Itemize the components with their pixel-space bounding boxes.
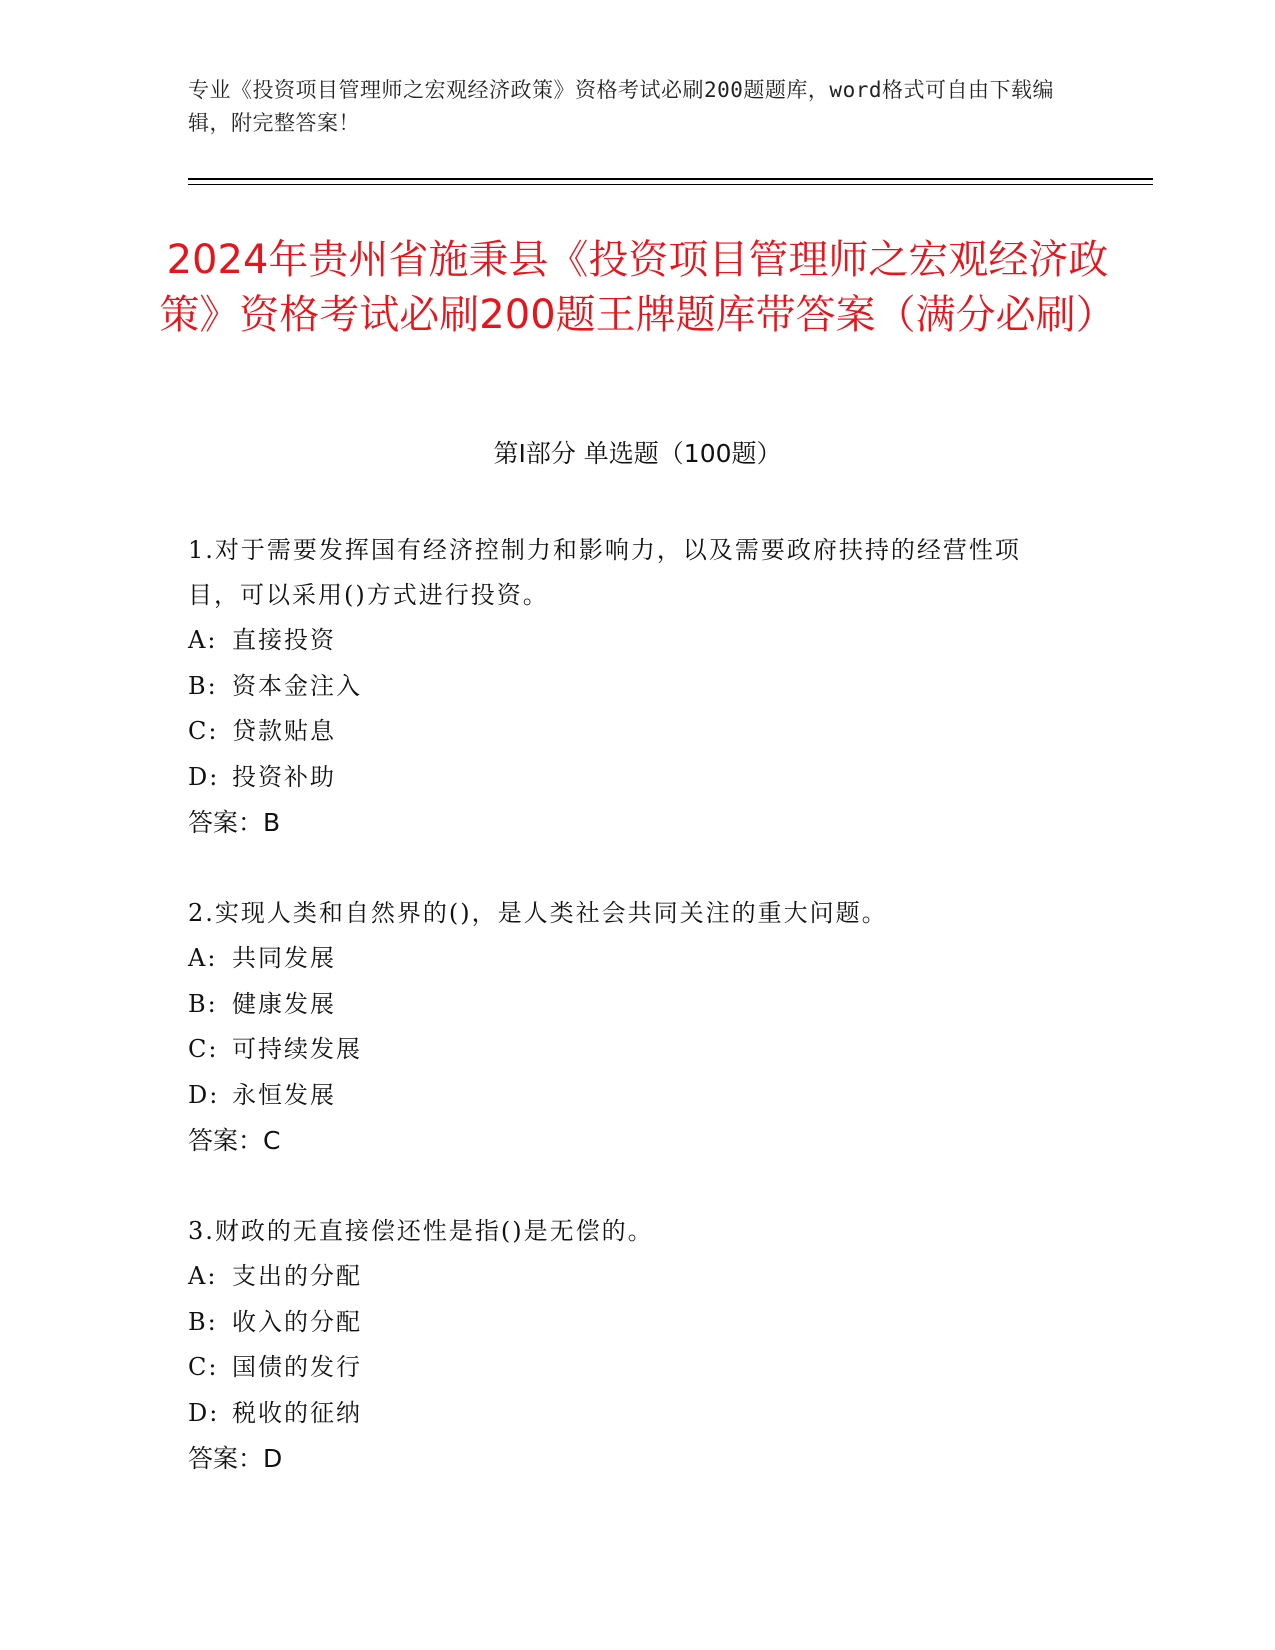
option-d xyxy=(188,1391,1068,1437)
answer-line: 答案：D xyxy=(188,1444,283,1473)
header-divider-thin xyxy=(188,184,1153,185)
option-text: 收入的分配 xyxy=(232,1307,362,1336)
question-stem: 1.对于需要发挥国有经济控制力和影响力，以及需要政府扶持的经营性项目，可以采用()方式进行投资。 xyxy=(188,536,1021,609)
option-letter: C: xyxy=(188,1353,219,1381)
option-text: 共同发展 xyxy=(232,944,336,972)
option-letter: A: xyxy=(188,626,218,654)
option-d xyxy=(188,755,1068,801)
section-heading: 第Ⅰ部分 单选题（100题） xyxy=(493,439,782,468)
option-a xyxy=(188,936,1068,982)
question-spacer xyxy=(188,1163,1068,1209)
option-text: 健康发展 xyxy=(232,989,336,1018)
option-letter: C: xyxy=(188,717,219,745)
option-letter: C: xyxy=(188,1035,219,1063)
option-letter: B: xyxy=(188,671,218,700)
question-2 xyxy=(188,891,1068,1163)
option-letter: D: xyxy=(188,1398,220,1427)
document-title: 2024年贵州省施秉县《投资项目管理师之宏观经济政策》资格考试必刷200题王牌题库带答案（满分必刷） xyxy=(159,236,1116,338)
option-c xyxy=(188,1027,1068,1073)
option-c xyxy=(188,709,1068,755)
question-stem: 3.财政的无直接偿还性是指()是无偿的。 xyxy=(188,1217,654,1245)
option-a xyxy=(188,618,1068,664)
option-text: 直接投资 xyxy=(232,626,336,654)
question-stem: 2.实现人类和自然界的()，是人类社会共同关注的重大问题。 xyxy=(188,899,888,927)
option-letter: A: xyxy=(188,944,218,972)
option-b xyxy=(188,1300,1068,1346)
option-c xyxy=(188,1345,1068,1391)
option-letter: B: xyxy=(188,1307,218,1336)
question-list xyxy=(188,528,1068,1481)
option-text: 可持续发展 xyxy=(232,1035,362,1063)
option-text: 税收的征纳 xyxy=(232,1398,362,1427)
option-b xyxy=(188,982,1068,1028)
option-letter: D: xyxy=(188,1080,220,1109)
option-letter: D: xyxy=(188,762,220,791)
option-text: 永恒发展 xyxy=(232,1080,336,1109)
question-spacer xyxy=(188,845,1068,891)
option-b xyxy=(188,664,1068,710)
answer-line: 答案：B xyxy=(188,808,281,837)
option-letter: A: xyxy=(188,1262,218,1290)
option-letter: B: xyxy=(188,989,218,1018)
option-text: 贷款贴息 xyxy=(232,717,336,745)
header-divider-thick xyxy=(188,178,1153,180)
option-text: 投资补助 xyxy=(232,762,336,791)
option-text: 支出的分配 xyxy=(232,1262,362,1290)
answer-line: 答案：C xyxy=(188,1126,281,1155)
question-1 xyxy=(188,528,1068,845)
option-text: 资本金注入 xyxy=(232,671,362,700)
question-3 xyxy=(188,1209,1068,1481)
option-a xyxy=(188,1254,1068,1300)
option-d xyxy=(188,1073,1068,1119)
option-text: 国债的发行 xyxy=(232,1353,362,1381)
header-note: 专业《投资项目管理师之宏观经济政策》资格考试必刷200题题库，word格式可自由下载编辑，附完整答案！ xyxy=(188,78,1054,135)
